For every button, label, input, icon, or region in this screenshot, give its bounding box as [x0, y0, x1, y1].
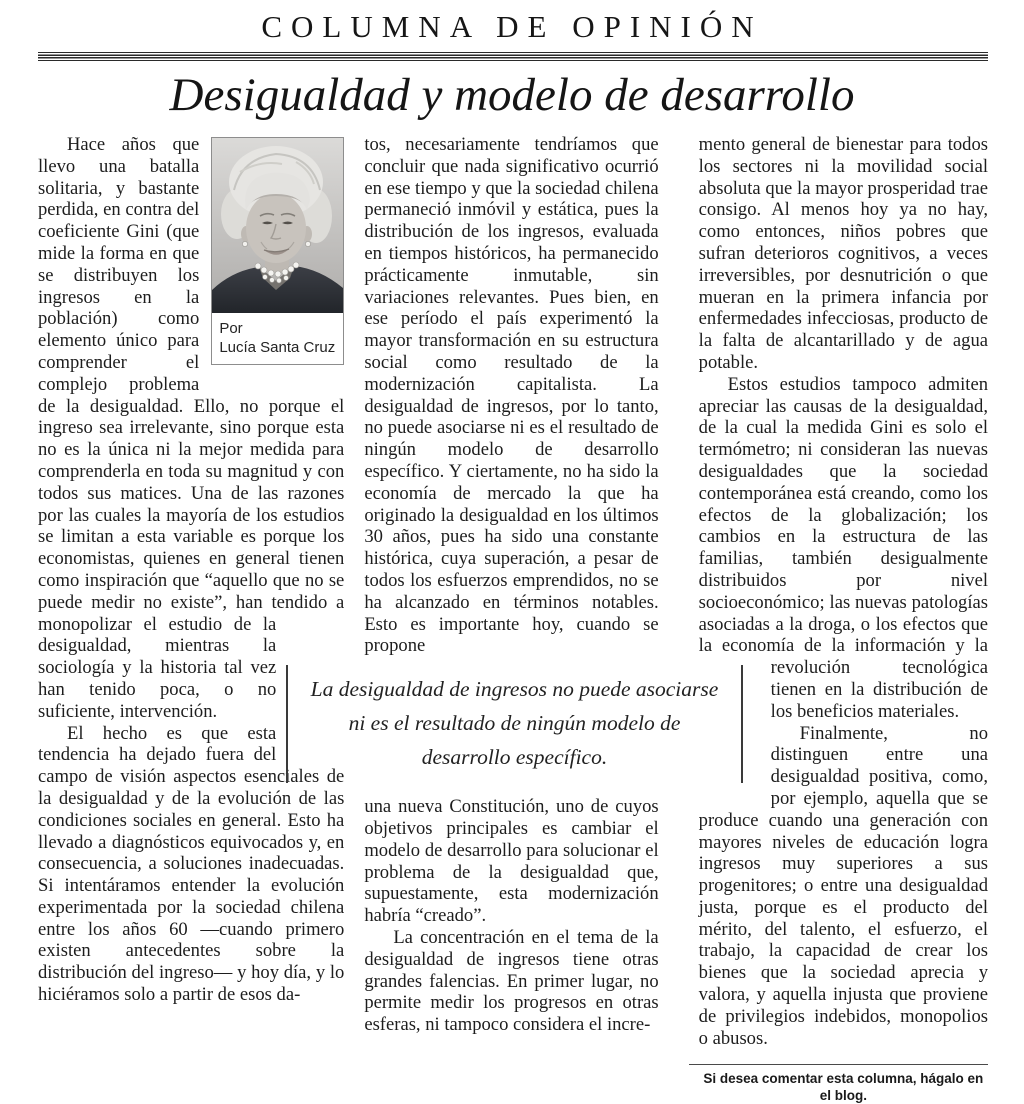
opinion-column-page: [0, 9, 1024, 1104]
column-3: [699, 134, 988, 1104]
col2-paragraph-3: La concentración en el tema de la desigualdad de ingresos tiene otras grandes falencias. En primer lugar, no permite medir los progresos en otras esferas, ni tampoco considera el incre-: [364, 926, 659, 1036]
col2-paragraph-1: tos, necesariamente tendríamos que concluir que nada significativo ocurrió en ese tiempo y que la sociedad chilena permaneció inmóvil y estática, pues la distribución de los ingresos, evaluada en tiempos históricos, ha permanecido prácticamente inmutable, sin variaciones relevantes. Pues bien, en ese período el país experimentó la mayor transformación en su estructura social como resultado de la modernización capitalista. La desigualdad de ingresos, por lo tanto, no puede asociarse ni es el resultado de ningún modelo de desarrollo específico. Y ciertamente, no ha sido la economía de mercado la que ha originado la desigualdad en los últimos 30 años, pues ha sido una constante histórica, cuya superación, a pesar de todos los esfuerzos emprendidos, no se ha alcanzado en términos notables. Esto es importante hoy, cuando se propone: [364, 134, 659, 657]
byline: [212, 313, 343, 364]
footer-note: [699, 1064, 988, 1104]
byline-author: Lucía Santa Cruz: [219, 339, 336, 356]
col2-paragraph-2: una nueva Constitución, uno de cuyos objetivos principales es cambiar el modelo de desarrollo para solucionar el problema de la desigualdad que, supuestamente, esta modernización habría “creado”.: [364, 796, 659, 927]
pull-quote-text: La desigualdad de ingresos no puede asociarse ni es el resultado de ningún modelo de desarrollo específico.: [310, 677, 719, 770]
col1-paragraph-2: El hecho es que esta tendencia ha dejado fuera del campo de visión aspectos esenciales de la desigualdad y de la evolución de las condiciones sociales en general. Esto ha llevado a diagnósticos equivocados y, en consecuencia, a soluciones inadecuadas. Si intentáramos entender la evolución experimentada por la sociedad chilena entre los años 60 —cuando primero existen antecedentes sobre la distribución del ingreso— y hoy día, y lo hiciéramos solo a partir de esos da-: [38, 722, 345, 1006]
byline-prefix: Por: [219, 320, 243, 337]
article-body: [0, 134, 1024, 1104]
section-kicker: COLUMNA DE OPINIÓN: [261, 9, 763, 44]
article-title: Desigualdad y modelo de desarrollo: [169, 69, 855, 121]
author-photo-box: [211, 137, 344, 365]
col1-para1-text-a: Hace años que llevo una batalla solitaria, y bastante perdida, en contra del coeficiente Gini (que mide la forma en que se distribuyen los ingresos en la población) como elemento único para comprender el complejo problema de la desigualdad. Ello, no porque el ingreso sea irrelevante, sino porque esta no es la única ni la mejor medida para comprenderla en toda su magnitud y con todos sus matices. Una de las razones por las cuales la mayoría de los estudios se limitan a esta variable es porque los economistas, quienes en general tienen como inspiración que “aquello que no se puede medir no existe”, han tendido: [38, 134, 345, 613]
footer-text: Si desea comentar esta columna, hágalo en el blog.: [703, 1071, 984, 1104]
col3-para2-text-b: revolución tecnológica tienen en la distribución de los beneficios materiales.: [770, 657, 988, 722]
col3-paragraph-1: mento general de bienestar para todos los sectores ni la movilidad social absoluta que la mayor prosperidad trae consigo. Al menos hoy ya no hay, como entonces, niños pobres que sufran deterioros cognitivos, a veces irreversibles, por desnutrición o que mueran en la primera infancia por enfermedades infecciosas, producto de la falta de alcantarillado y de agua potable.: [698, 134, 988, 373]
pull-quote: [286, 665, 742, 783]
column-2: [310, 134, 719, 1036]
header-rule: [38, 52, 988, 61]
pullquote-intrusion-spacer-col3: [699, 657, 763, 807]
column-1: [38, 134, 344, 1006]
col3-paragraph-3: Finalmente, no distinguen entre una desigualdad positiva, como, por ejemplo, aquella que se produce cuando una generación con mayores niveles de educación logra ingresos muy superiores a sus progenitores; o entre una desigualdad justa, porque es el producto del mérito, del talento, el esfuerzo, el trabajo, la capacidad de crear los bienes que la sociedad aprecia y valora, y aquella injusta que proviene de privilegios indebidos, monopolios o abusos.: [698, 722, 988, 1049]
col3-paragraph-2: [699, 374, 988, 723]
author-portrait-image: [212, 138, 343, 313]
col1-para1-text-b: a monopolizar el estudio de la desigualdad, mientras la sociología y la historia tal vez han tenido poca, o no suficiente, intervención.: [38, 591, 345, 722]
col3-para2-text-a: Estos estudios tampoco admiten apreciar las causas de la desigualdad, de la cual la medida Gini es solo el termómetro; ni consideran las nuevas desigualdades que la sociedad contemporánea está creando, como los efectos de la globalización; los cambios en la estructura de las familias, también desigualmente distribuidos por nivel socioeconómico; las nuevas patologías asociadas a la droga, o los efectos que la economía de la información y la: [698, 373, 988, 657]
